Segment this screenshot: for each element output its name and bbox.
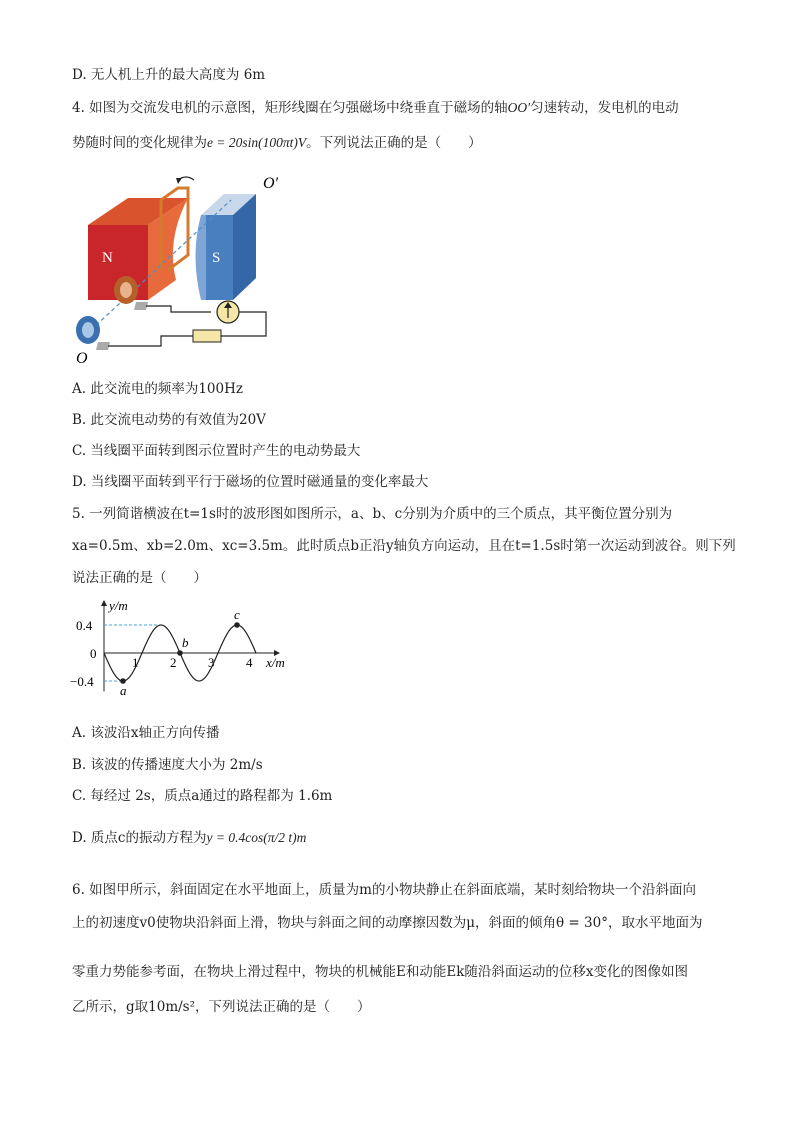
q5-option-c: C. 每经过 2s，质点a通过的路程都为 1.6m	[72, 788, 333, 804]
brush-1	[134, 302, 148, 310]
q4-option-c: C. 当线圈平面转到图示位置时产生的电动势最大	[72, 443, 361, 459]
s-label: S	[212, 250, 221, 266]
q6-stem-line1: 6. 如图甲所示，斜面固定在水平地面上，质量为m的小物块静止在斜面底端，某时刻给物块一个沿斜面向	[72, 882, 696, 898]
q5-stem-line2: xa=0.5m、xb=2.0m、xc=3.5m。此时质点b正沿y轴负方向运动，且在t=1.5s时第一次运动到波谷。则下列	[72, 538, 736, 554]
x-tick-label: 4	[246, 655, 253, 670]
x-tick-label: 2	[170, 655, 177, 670]
q5-option-b: B. 该波的传播速度大小为 2m/s	[72, 757, 263, 773]
y-axis-arrow	[101, 600, 107, 606]
x-axis-label: x/m	[266, 655, 285, 670]
q5-option-a: A. 该波沿x轴正方向传播	[72, 725, 220, 741]
point-c	[234, 622, 240, 628]
q4-axis-label: OO′	[507, 100, 531, 115]
point-label-a: a	[120, 683, 127, 698]
q4-stem-l1-a: 4. 如图为交流发电机的示意图，矩形线圈在匀强磁场中绕垂直于磁场的轴	[72, 100, 508, 116]
x-tick-label: 3	[208, 655, 215, 670]
y-tick-label: 0.4	[76, 618, 93, 633]
point-label-b: b	[182, 635, 189, 650]
q6-stem-line2: 上的初速度v0使物块沿斜面上滑，物块与斜面之间的动摩擦因数为μ，斜面的倾角θ = 30°，取水平地面为	[72, 915, 703, 931]
slip-ring-2-inner	[82, 322, 94, 338]
q4-option-b: B. 此交流电动势的有效值为20V	[72, 412, 266, 428]
q4-stem-line1	[72, 98, 679, 118]
rotation-arrowhead	[176, 178, 182, 184]
o-label: O	[76, 350, 88, 365]
circuit-wire-1	[146, 306, 211, 312]
x-tick-label: 1	[132, 655, 139, 670]
circuit-wire-3	[108, 336, 193, 346]
q5-stem-line3: 说法正确的是（ ）	[72, 570, 207, 586]
q4-option-d: D. 当线圈平面转到平行于磁场的位置时磁通量的变化率最大	[72, 474, 429, 490]
y-tick-label: 0	[90, 646, 97, 661]
q4-stem-l1-b: 匀速转动，发电机的电动	[530, 100, 679, 116]
y-axis-label: y/m	[109, 598, 128, 613]
q3-option-d: D. 无人机上升的最大高度为 6m	[72, 67, 266, 83]
q4-stem-l2-b: 。下列说法正确的是（ ）	[306, 135, 482, 151]
resistor	[193, 330, 221, 342]
q5-stem-line1: 5. 一列简谐横波在t=1s时的波形图如图所示，a、b、c分别为介质中的三个质点，其平衡位置分别为	[72, 506, 673, 522]
wave-chart	[66, 598, 296, 708]
q5-option-d-formula: y = 0.4cos(π/2 t)m	[206, 830, 307, 845]
generator-diagram	[66, 170, 286, 365]
q4-stem-line2	[72, 133, 482, 153]
slip-ring-1-inner	[120, 282, 132, 298]
q4-option-a: A. 此交流电的频率为100Hz	[72, 381, 243, 397]
y-tick-label: −0.4	[70, 674, 94, 689]
o-prime-label: O′	[262, 175, 278, 192]
q6-stem-line3: 零重力势能参考面，在物块上滑过程中，物块的机械能E和动能Ek随沿斜面运动的位移x变化的图像如图	[72, 964, 689, 980]
q6-stem-line4: 乙所示，g取10m/s²，下列说法正确的是（ ）	[72, 999, 371, 1015]
n-label: N	[102, 250, 113, 266]
point-label-c: c	[234, 607, 240, 622]
q4-stem-l2-a: 势随时间的变化规律为	[72, 135, 207, 151]
q5-option-d	[72, 828, 306, 848]
q4-formula: e = 20sin(100πt)V	[207, 135, 307, 150]
q5-option-d-text: D. 质点c的振动方程为	[72, 830, 207, 846]
point-b	[177, 650, 183, 656]
brush-2	[96, 342, 110, 350]
